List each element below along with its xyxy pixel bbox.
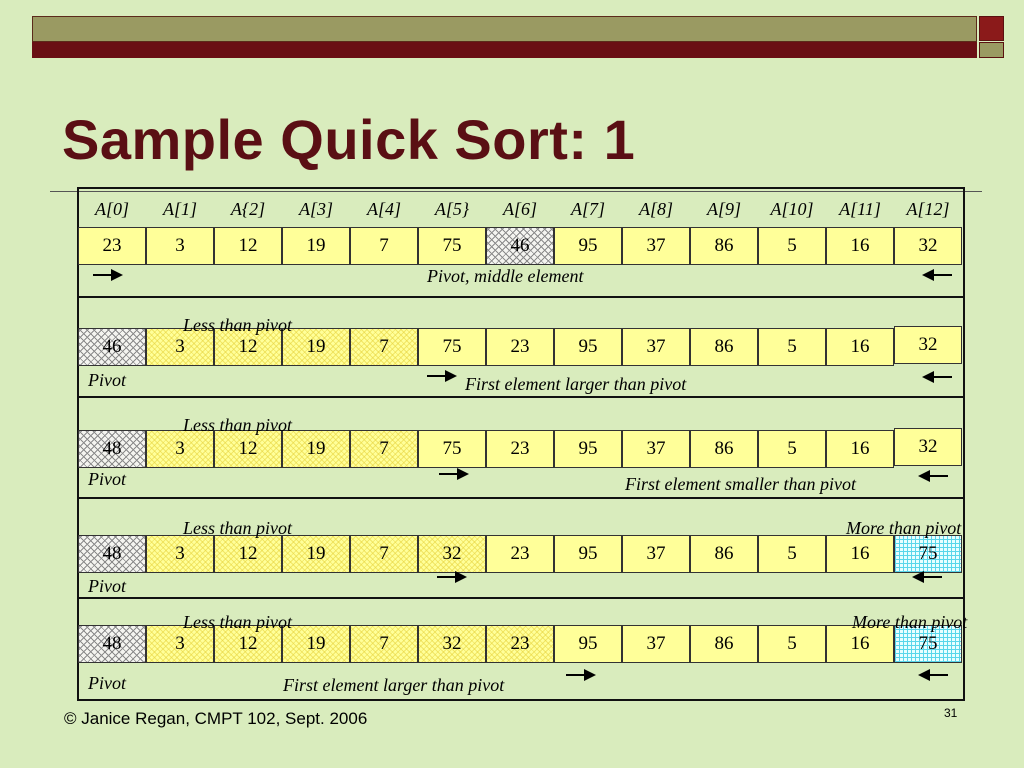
array-cell: 16 (826, 227, 894, 265)
index-header: A[10] (770, 199, 814, 219)
array-cell: 23 (486, 535, 554, 573)
array-cell: 19 (282, 430, 350, 468)
less-than-pivot-label: Less than pivot (183, 415, 293, 435)
arrow-left-icon (912, 570, 942, 584)
array-cell: 32 (418, 625, 486, 663)
pivot-label: Pivot (88, 370, 126, 390)
array-cell: 37 (622, 535, 690, 573)
array-cell: 95 (554, 535, 622, 573)
array-cell: 3 (146, 227, 214, 265)
array-cell: 86 (690, 625, 758, 663)
array-cell: 19 (282, 227, 350, 265)
array-cell: 86 (690, 227, 758, 265)
index-header: A[11] (839, 199, 881, 219)
array-cell: 16 (826, 625, 894, 663)
array-cell: 16 (826, 535, 894, 573)
step-caption: Pivot, middle element (427, 266, 584, 286)
index-header: A[7] (570, 199, 605, 219)
array-cell: 86 (690, 430, 758, 468)
arrow-right-icon (566, 668, 596, 682)
array-cell: 75 (894, 535, 962, 573)
index-header: A[9] (706, 199, 741, 219)
array-cell: 16 (826, 328, 894, 366)
array-cell: 23 (486, 328, 554, 366)
array-cell: 32 (894, 326, 962, 364)
array-cell: 3 (146, 430, 214, 468)
array-cell: 46 (78, 328, 146, 366)
array-cell: 48 (78, 625, 146, 663)
pivot-label: Pivot (88, 673, 126, 693)
array-cell: 75 (418, 430, 486, 468)
step-separator (78, 296, 964, 298)
array-cell: 3 (146, 328, 214, 366)
arrow-left-icon (922, 370, 952, 384)
footer-copyright: © Janice Regan, CMPT 102, Sept. 2006 (64, 709, 368, 728)
less-than-pivot-label: Less than pivot (183, 315, 293, 335)
array-cell: 37 (622, 328, 690, 366)
index-header: A[0] (94, 199, 129, 219)
array-cell: 3 (146, 625, 214, 663)
pivot-label: Pivot (88, 469, 126, 489)
array-cell: 46 (486, 227, 554, 265)
index-header: A[8] (638, 199, 673, 219)
array-cell: 12 (214, 227, 282, 265)
array-cell: 48 (78, 430, 146, 468)
less-than-pivot-label: Less than pivot (183, 612, 293, 632)
index-header: A[1] (162, 199, 197, 219)
arrow-left-icon (918, 469, 948, 483)
index-header: A[4] (366, 199, 401, 219)
array-cell: 32 (894, 428, 962, 466)
array-cell: 7 (350, 227, 418, 265)
arrow-left-icon (922, 268, 952, 282)
array-cell: 5 (758, 535, 826, 573)
array-cell: 23 (486, 430, 554, 468)
array-cell: 7 (350, 328, 418, 366)
index-header: A[3] (298, 199, 333, 219)
arrow-right-icon (427, 369, 457, 383)
array-cell: 12 (214, 535, 282, 573)
step-separator (78, 497, 964, 499)
arrow-right-icon (437, 570, 467, 584)
array-cell: 7 (350, 535, 418, 573)
array-cell: 37 (622, 625, 690, 663)
arrow-left-icon (918, 668, 948, 682)
array-cell: 5 (758, 625, 826, 663)
top-bar-olive (32, 16, 977, 42)
array-cell: 16 (826, 430, 894, 468)
array-cell: 12 (214, 625, 282, 663)
page-number: 31 (944, 706, 958, 720)
corner-square-olive (979, 42, 1004, 58)
arrow-right-icon (93, 268, 123, 282)
array-cell: 19 (282, 625, 350, 663)
step-caption: First element larger than pivot (283, 675, 505, 695)
step-caption: First element larger than pivot (465, 374, 687, 394)
array-cell: 12 (214, 328, 282, 366)
array-cell: 5 (758, 430, 826, 468)
array-cell: 12 (214, 430, 282, 468)
array-cell: 23 (486, 625, 554, 663)
array-cell: 32 (418, 535, 486, 573)
array-cell: 37 (622, 227, 690, 265)
array-cell: 95 (554, 625, 622, 663)
array-cell: 95 (554, 328, 622, 366)
array-cell: 75 (418, 328, 486, 366)
top-bar-maroon (32, 42, 977, 58)
array-cell: 95 (554, 430, 622, 468)
index-header: A[6] (502, 199, 537, 219)
more-than-pivot-label: More than pivot (852, 612, 968, 632)
slide-title: Sample Quick Sort: 1 (62, 108, 636, 171)
pivot-label: Pivot (88, 576, 126, 596)
less-than-pivot-label: Less than pivot (183, 518, 293, 538)
array-cell: 48 (78, 535, 146, 573)
step-separator (78, 396, 964, 398)
array-cell: 19 (282, 535, 350, 573)
array-cell: 86 (690, 328, 758, 366)
array-cell: 95 (554, 227, 622, 265)
array-cell: 19 (282, 328, 350, 366)
array-cell: 75 (418, 227, 486, 265)
index-header: A[12] (906, 199, 950, 219)
array-cell: 32 (894, 227, 962, 265)
array-cell: 75 (894, 625, 962, 663)
array-cell: 5 (758, 227, 826, 265)
array-cell: 3 (146, 535, 214, 573)
array-cell: 7 (350, 430, 418, 468)
array-cell: 7 (350, 625, 418, 663)
index-header: A[5} (434, 199, 470, 219)
step-caption: First element smaller than pivot (625, 474, 856, 494)
array-cell: 86 (690, 535, 758, 573)
index-header: A{2] (230, 199, 266, 219)
more-than-pivot-label: More than pivot (846, 518, 962, 538)
step-separator (78, 597, 964, 599)
array-cell: 37 (622, 430, 690, 468)
array-cell: 23 (78, 227, 146, 265)
corner-square-red (979, 16, 1004, 41)
array-cell: 5 (758, 328, 826, 366)
arrow-right-icon (439, 467, 469, 481)
